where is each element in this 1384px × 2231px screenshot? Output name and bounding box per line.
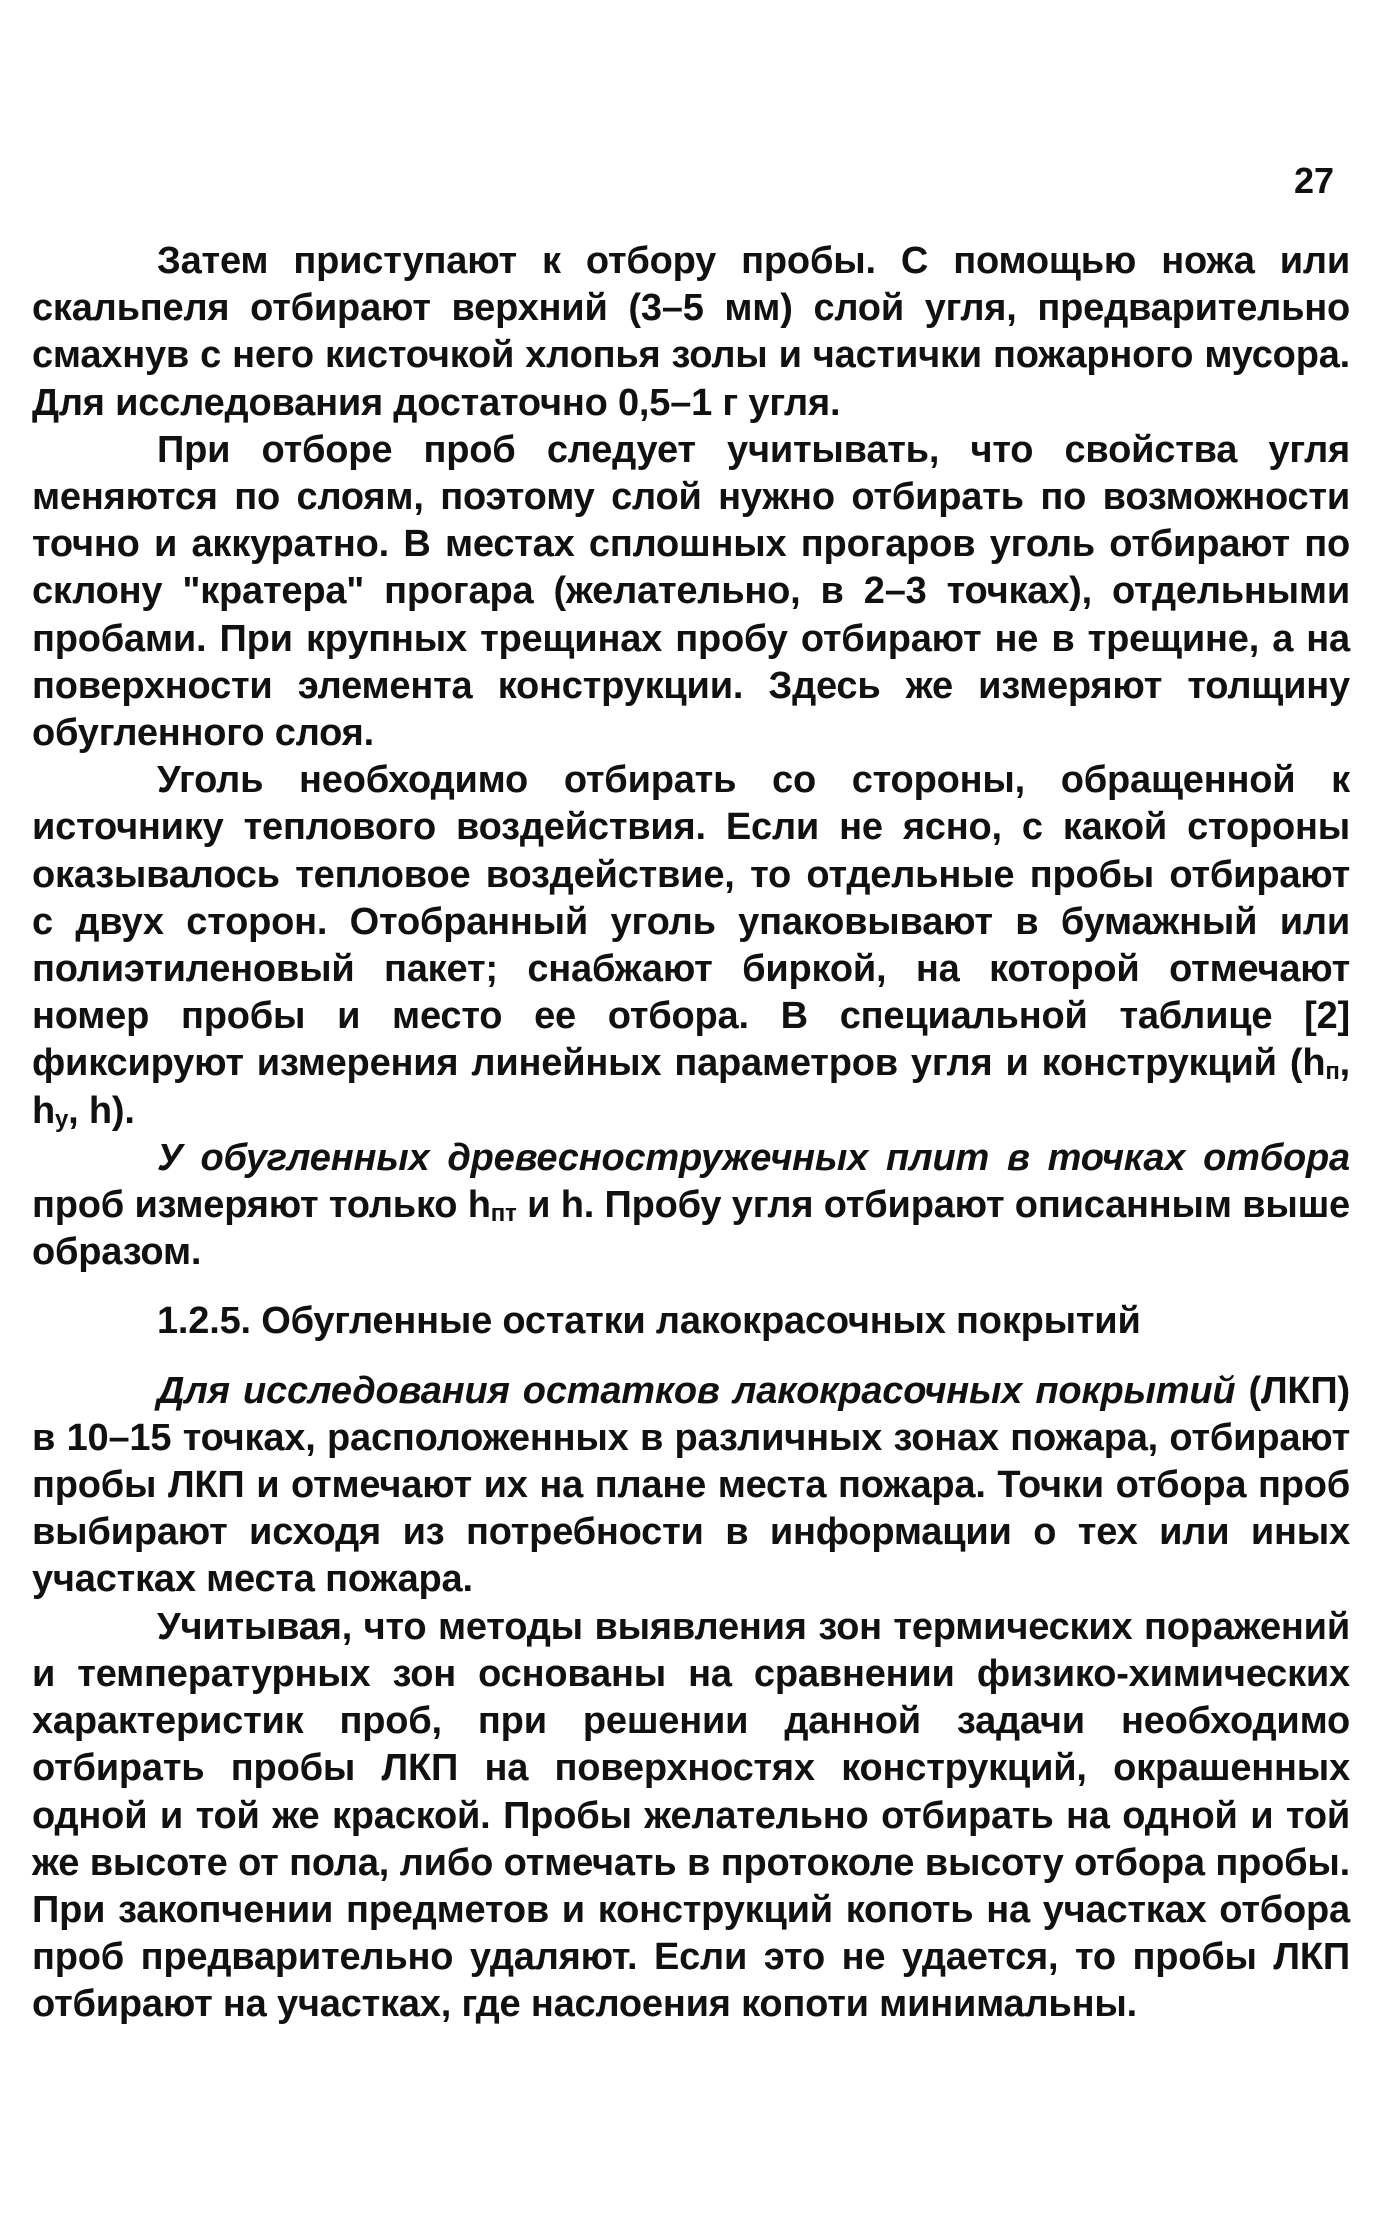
paragraph-3-mid: , h [32,1042,1350,1132]
paragraph-4-italic: У обугленных древесностружечных плит в точках отбора [157,1136,1350,1179]
paragraph-4-end: и h. Пробу угля отбирают описанным выше образом. [32,1184,1350,1274]
body-text [32,238,1350,2029]
paragraph-3 [32,757,1350,1135]
paragraph-5 [32,1368,1350,1604]
paragraph-2: При отборе проб следует учитывать, что свойства угля меняются по слоям, поэтому слой нужно отбирать по возможности точно и аккуратно. В местах сплошных прогаров уголь отбирают по склону "кратера" прогара (желательно, в 2–3 точках), отдельными пробами. При крупных трещинах пробу отбирают не в трещине, а на поверхности элемента конструкции. Здесь же измеряют толщину обугленного слоя. [32,428,1350,755]
paragraph-1: Затем приступают к отбору пробы. С помощью ножа или скальпеля отбирают верхний (3–5 мм) слой угля, предварительно смахнув с него кисточкой хлопья золы и частички пожарного мусора. Для исследования достаточно 0,5–1 г угля. [32,240,1350,424]
paragraph-6: Учитывая, что методы выявления зон термических поражений и температурных зон основаны на сравнении физико-химических характеристик проб, при решении данной задачи необходимо отбирать пробы ЛКП на поверхностях конструкций, окрашенных одной и той же краской. Пробы желательно отбирать на одной и той же высоте от пола, либо отмечать в протоколе высоту отбора пробы. При закопчении предметов и конструкций копоть на участках отбора проб предварительно удаляют. Если это не удается, то пробы ЛКП отбирают на участках, где наслоения копоти минимальны. [32,1605,1350,2026]
section-heading: 1.2.5. Обугленные остатки лакокрасочных покрытий [157,1300,1141,1343]
subscript-pt: пт [490,1200,517,1228]
subscript-y: y [55,1105,69,1133]
subscript-n: п [1325,1058,1340,1086]
paragraph-4-text: проб измеряют только h [32,1184,491,1227]
paragraph-4 [32,1135,1350,1277]
page-number: 27 [1293,160,1334,201]
paragraph-5-text: (ЛКП) в 10–15 точках, расположенных в различных зонах пожара, отбирают пробы ЛКП и отмечают их на плане места пожара. Точки отбора проб выбирают исходя из потребности в информации о тех или иных участках места пожара. [32,1369,1350,1601]
paragraph-5-italic: Для исследования остатков лакокрасочных покрытий [157,1369,1236,1412]
paragraph-3-text: Уголь необходимо отбирать со стороны, обращенной к источнику теплового воздействия. Если не ясно, с какой стороны оказывалось тепловое воздействие, то отдельные пробы отбирают с двух сторон. Отобранный уголь упаковывают в бумажный или полиэтиленовый пакет; снабжают биркой, на которой отмечают номер пробы и место ее отбора. В специальной таблице [2] фиксируют измерения линейных параметров угля и конструкций (h [32,759,1350,1085]
paragraph-3-end: , h). [68,1089,135,1132]
